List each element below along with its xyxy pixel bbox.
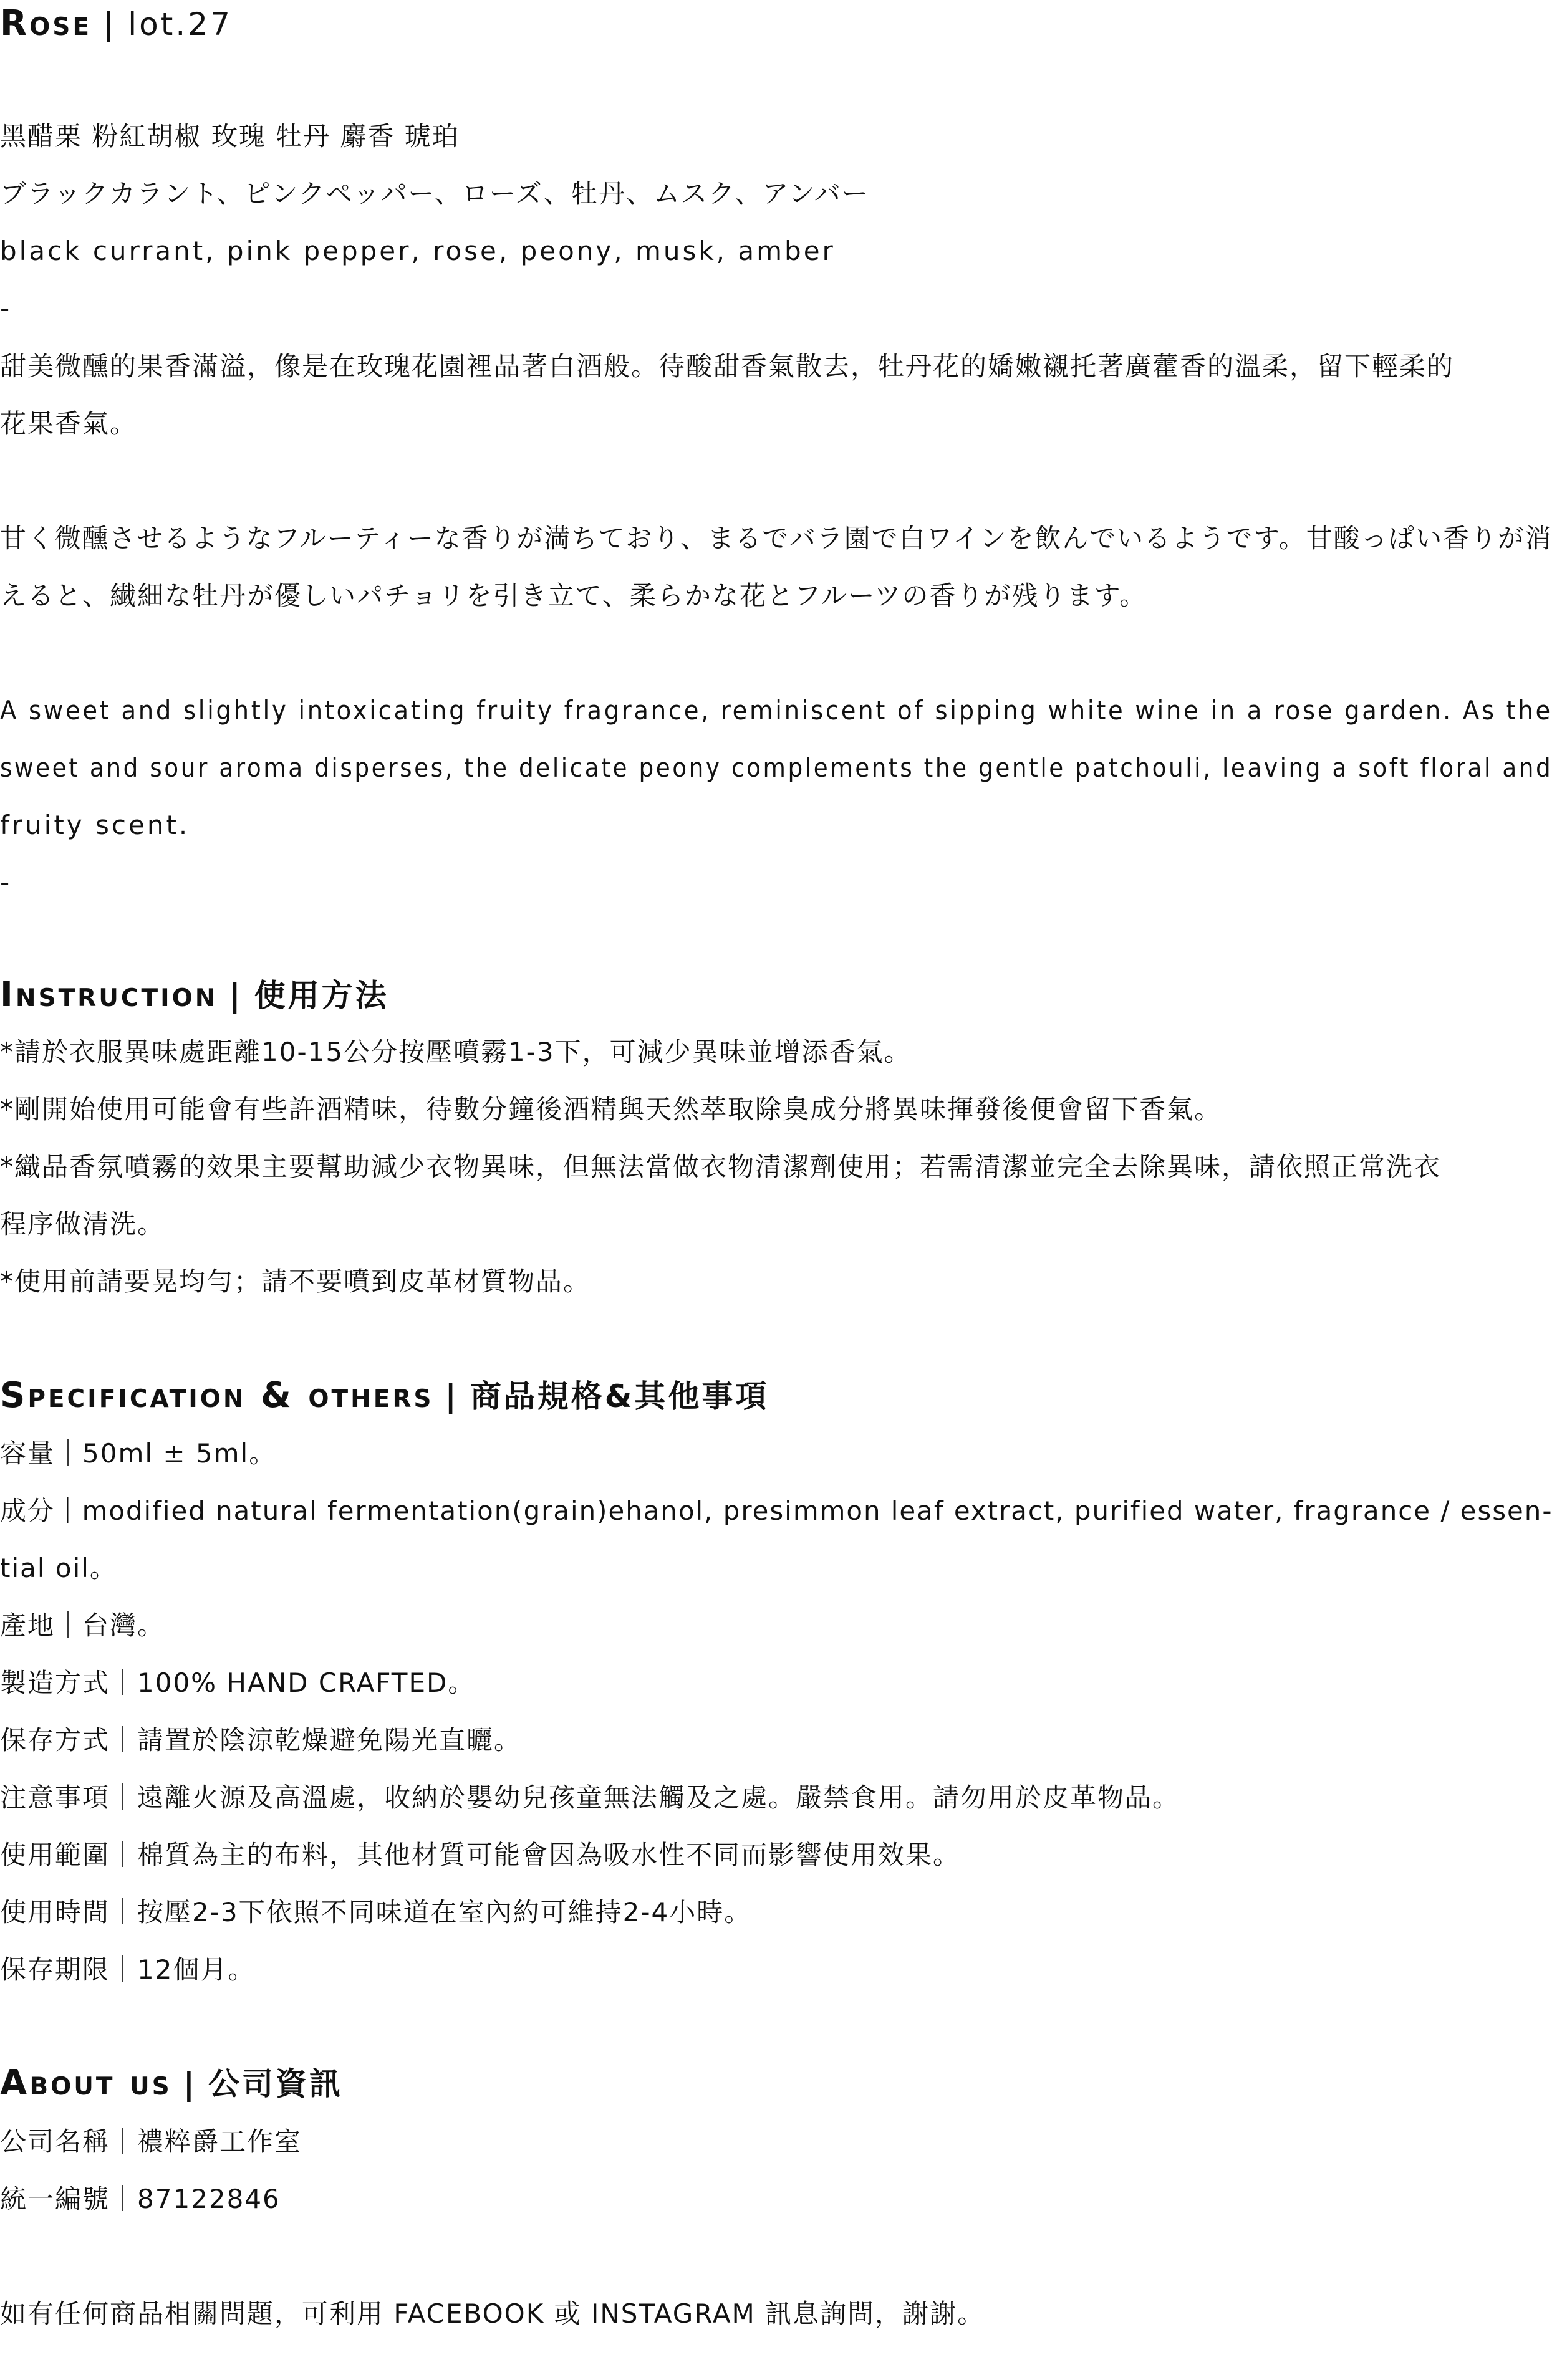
spec-item: 成分｜modified natural fermentation(grain)ehanol, presimmon leaf extract, purified water, fragrance / essen-	[0, 1495, 1553, 1526]
spec-item: tial oil。	[0, 1553, 117, 1583]
spec-item: 保存期限｜12個月。	[0, 1954, 256, 1985]
spec-item: 注意事項｜遠離火源及高溫處，收納於嬰幼兒孩童無法觸及之處。嚴禁食用。請勿用於皮革物品。	[0, 1782, 1180, 1813]
specification-heading-zh: 商品規格&其他事項	[470, 1378, 769, 1414]
spec-item: 保存方式｜請置於陰涼乾燥避免陽光直曬。	[0, 1725, 522, 1755]
instruction-item: 程序做清洗。	[0, 1209, 165, 1239]
instruction-heading	[0, 975, 389, 1015]
contact-note: 如有任何商品相關問題，可利用 FACEBOOK 或 INSTAGRAM 訊息詢問，謝謝。	[0, 2298, 985, 2329]
description-ja-line-1: 甘く微醺させるようなフルーティーな香りが満ちており、まるでバラ園で白ワインを飲んでいるようです。甘酸っぱい香りが消	[0, 523, 1553, 554]
notes-chinese: 黑醋栗 粉紅胡椒 玫瑰 牡丹 麝香 琥珀	[0, 121, 460, 151]
description-en-line-3: fruity scent.	[0, 810, 190, 840]
product-name: Rose	[0, 3, 92, 44]
spec-item: 使用時間｜按壓2-3下依照不同味道在室內約可維持2-4小時。	[0, 1897, 752, 1927]
notes-english: black currant, pink pepper, rose, peony, musk, amber	[0, 236, 836, 266]
product-title	[0, 4, 233, 44]
description-en-line-2: sweet and sour aroma disperses, the delicate peony complements the gentle patchouli, leaving a soft floral and	[0, 752, 1553, 783]
company-name: 公司名稱｜禯粹爵工作室	[0, 2126, 302, 2157]
spec-item: 製造方式｜100% HAND CRAFTED。	[0, 1667, 476, 1698]
about-heading-zh: 公司資訊	[208, 2066, 344, 2102]
spec-item: 容量｜50ml ± 5ml。	[0, 1438, 277, 1469]
instruction-heading-zh: 使用方法	[254, 977, 389, 1014]
instruction-item: *織品香氛噴霧的效果主要幫助減少衣物異味，但無法當做衣物清潔劑使用；若需清潔並完全去除異味，請依照正常洗衣	[0, 1151, 1442, 1182]
notes-japanese: ブラックカラント、ピンクペッパー、ローズ、牡丹、ムスク、アンバー	[0, 178, 869, 209]
description-zh-line-1: 甜美微醺的果香滿溢，像是在玫瑰花園裡品著白酒般。待酸甜香氣散去，牡丹花的嬌嫩襯托著廣藿香的溫柔，留下輕柔的	[0, 351, 1455, 381]
specification-heading-en: Specification & others	[0, 1375, 434, 1416]
separator-2: -	[0, 867, 11, 898]
title-divider: |	[103, 6, 117, 42]
separator-1: -	[0, 293, 11, 324]
description-en-line-1: A sweet and slightly intoxicating fruity fragrance, reminiscent of sipping white wine in a rose garden. As the	[0, 695, 1553, 726]
about-heading-en: About us	[0, 2063, 172, 2103]
instruction-item: *剛開始使用可能會有些許酒精味，待數分鐘後酒精與天然萃取除臭成分將異味揮發後便會留下香氣。	[0, 1094, 1222, 1125]
spec-item: 產地｜台灣。	[0, 1610, 165, 1641]
instruction-item: *使用前請要晃均勻；請不要噴到皮革材質物品。	[0, 1266, 591, 1297]
instruction-item: *請於衣服異味處距離10-15公分按壓噴霧1-3下，可減少異味並增添香氣。	[0, 1037, 912, 1067]
about-heading	[0, 2063, 343, 2104]
heading-divider: |	[183, 2066, 198, 2102]
description-zh-line-2: 花果香氣。	[0, 408, 138, 439]
spec-item: 使用範圍｜棉質為主的布料，其他材質可能會因為吸水性不同而影響使用效果。	[0, 1840, 961, 1870]
heading-divider: |	[229, 977, 243, 1014]
tax-id: 統一編號｜87122846	[0, 2184, 281, 2214]
heading-divider: |	[445, 1378, 459, 1414]
product-lot: lot.27	[128, 6, 233, 42]
specification-heading	[0, 1376, 769, 1416]
instruction-heading-en: Instruction	[0, 974, 218, 1015]
description-ja-line-2: えると、繊細な牡丹が優しいパチョリを引き立て、柔らかな花とフルーツの香りが残ります。	[0, 580, 1147, 611]
